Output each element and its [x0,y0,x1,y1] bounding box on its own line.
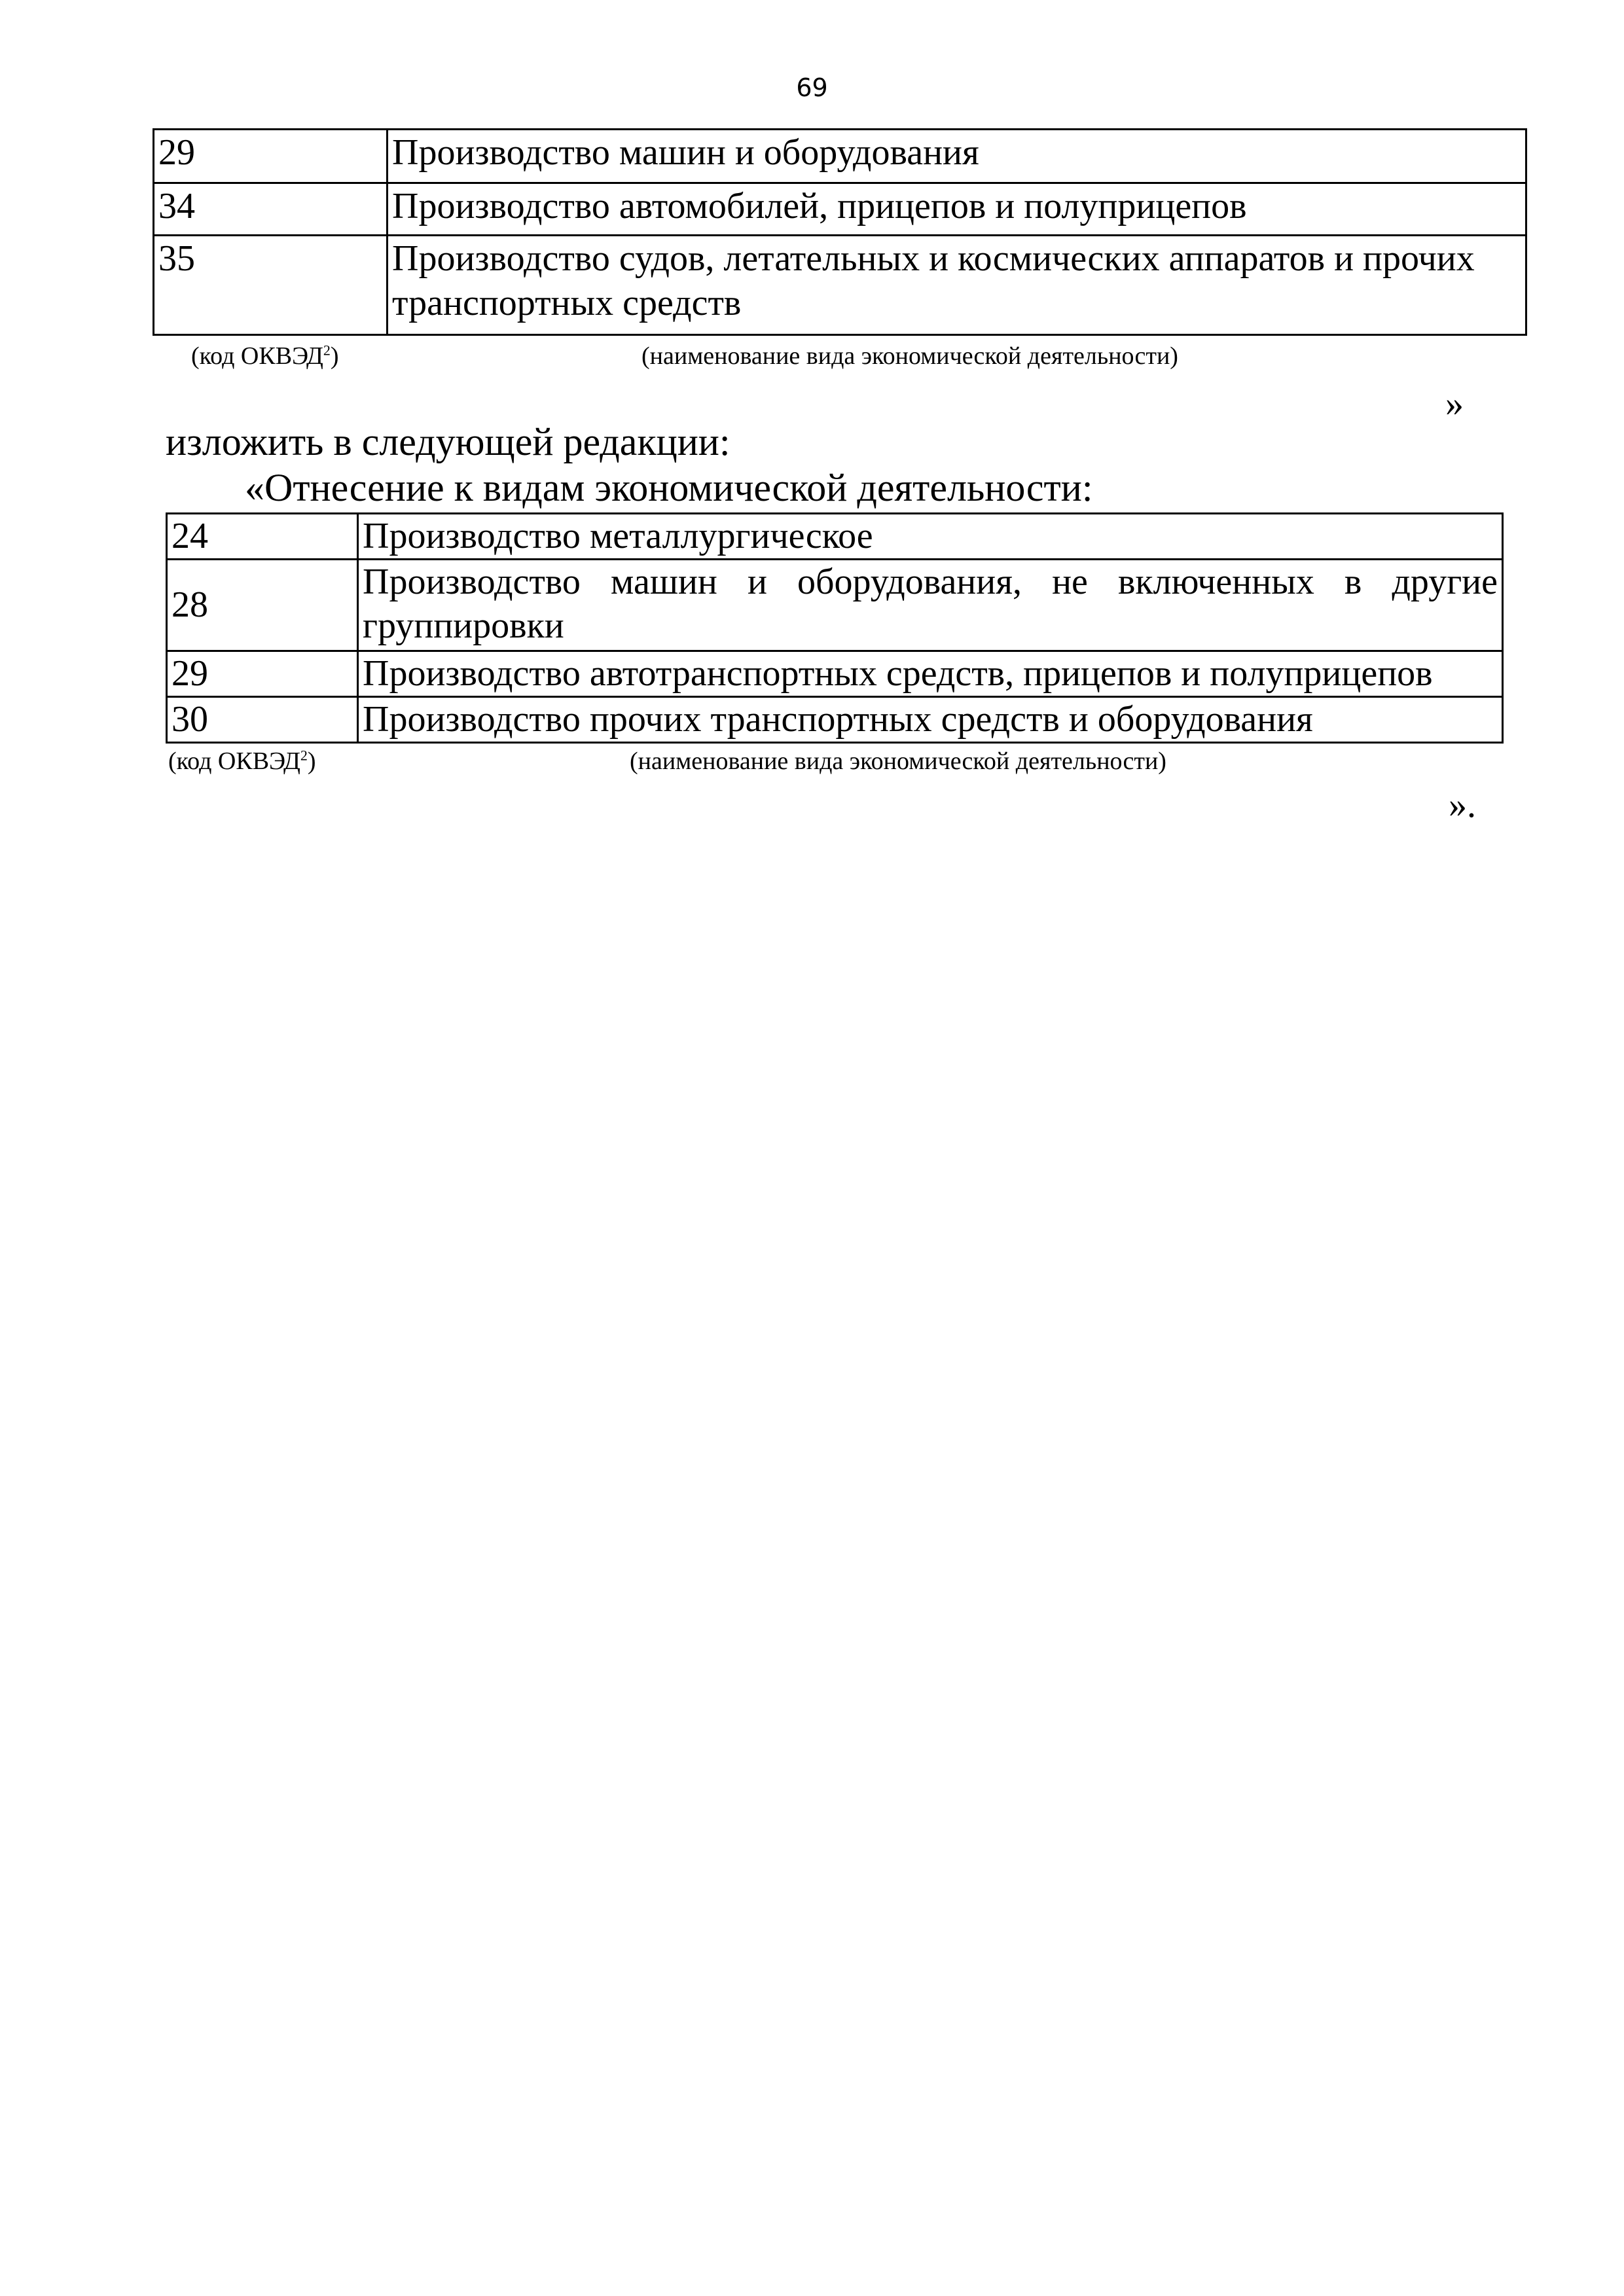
closing-quote: ». [1449,785,1476,825]
okved-code-caption [168,747,316,776]
activity-name-cell: Производство металлургическое [358,514,1503,560]
table-row [167,514,1503,560]
activity-name-line: группировки [363,605,564,646]
table-row [167,651,1503,697]
activity-name-caption: (наименование вида экономической деятельности) [641,342,1178,370]
table-row [167,697,1503,743]
okved-code-caption-close: ) [307,747,316,775]
activity-name-cell: Производство машин и оборудования [388,130,1526,183]
table-row [167,560,1503,651]
okved-table-old [153,128,1527,336]
intro-paragraph: «Отнесение к видам экономической деятельности: [245,466,1093,509]
instruction-paragraph: изложить в следующей редакции: [166,420,731,463]
okved-code-cell: 35 [154,236,388,335]
okved-code-caption-text: (код ОКВЭД [168,747,300,775]
okved-code-cell: 28 [167,560,358,651]
table-row [154,236,1526,335]
activity-name-cell: Производство прочих транспортных средств и оборудования [358,697,1503,743]
okved-code-caption [191,342,339,370]
activity-name-cell [358,560,1503,651]
okved-code-cell: 29 [167,651,358,697]
activity-name-cell: Производство судов, летательных и космических аппаратов и прочих транспортных средств [388,236,1526,335]
okved-code-cell: 29 [154,130,388,183]
okved-code-cell: 24 [167,514,358,560]
footnote-mark: 2 [300,747,308,764]
table-row [154,130,1526,183]
page-number: 69 [796,73,828,102]
okved-code-caption-close: ) [330,342,339,370]
activity-name-cell: Производство автотранспортных средств, прицепов и полуприцепов [358,651,1503,697]
footnote-mark: 2 [323,342,331,359]
table-row [154,183,1526,236]
activity-name-cell: Производство автомобилей, прицепов и полуприцепов [388,183,1526,236]
okved-code-caption-text: (код ОКВЭД [191,342,323,370]
activity-name-caption: (наименование вида экономической деятельности) [630,747,1166,775]
okved-table-new [166,512,1504,744]
closing-quote: » [1445,384,1464,424]
okved-code-cell: 30 [167,697,358,743]
activity-name-line: Производство машин и оборудования, не включенных в другие [363,562,1498,602]
okved-code-cell: 34 [154,183,388,236]
